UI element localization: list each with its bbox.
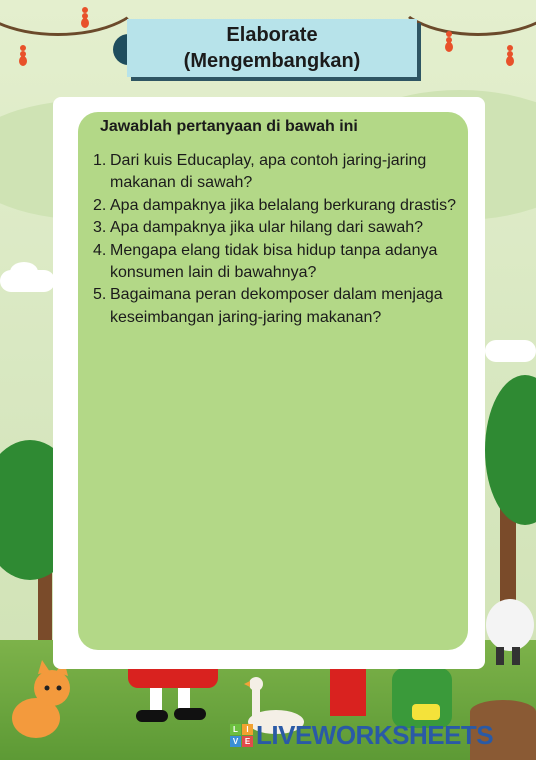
ant-icon	[503, 44, 517, 66]
question-text: Apa dampaknya jika belalang berkurang drastis?	[110, 196, 456, 214]
cloud	[10, 262, 38, 282]
logo-letter: I	[242, 724, 253, 735]
question-number: 3.	[93, 219, 107, 237]
question-number: 2.	[93, 196, 107, 214]
question-item	[93, 284, 461, 329]
ant-icon	[442, 30, 456, 52]
page-subtitle: (Mengembangkan)	[183, 50, 361, 72]
title-box	[127, 19, 417, 77]
page-title: Elaborate	[226, 24, 318, 46]
child-trousers	[330, 668, 366, 716]
backpack-pocket	[412, 704, 440, 720]
question-number: 1.	[93, 152, 107, 169]
ant-icon	[78, 6, 92, 28]
question-item	[93, 195, 461, 217]
instruction-heading: Jawablah pertanyaan di bawah ini	[100, 118, 358, 135]
ant-icon	[16, 44, 30, 66]
question-list	[93, 150, 461, 329]
cloud	[485, 340, 536, 362]
brand-name: LIVEWORKSHEETS	[256, 719, 494, 750]
question-item	[93, 240, 461, 285]
question-item	[93, 217, 461, 239]
liveworksheets-logo[interactable]	[230, 720, 493, 750]
question-number: 5.	[93, 286, 107, 304]
child-shoe	[174, 708, 206, 720]
child-shoe	[136, 710, 168, 722]
question-item	[93, 150, 461, 195]
question-text: Dari kuis Educaplay, apa contoh jaring-jaring makanan di sawah?	[110, 152, 427, 192]
logo-icon	[230, 724, 253, 747]
logo-letter: E	[242, 736, 253, 747]
question-text: Bagaimana peran dekomposer dalam menjaga keseimbangan jaring-jaring makanan?	[110, 286, 443, 326]
question-number: 4.	[93, 241, 107, 259]
sheep-illustration	[482, 585, 536, 670]
logo-letter: V	[230, 736, 241, 747]
cat-illustration	[6, 660, 74, 740]
question-text: Apa dampaknya jika ular hilang dari sawah?	[110, 219, 424, 237]
child-skirt	[128, 668, 218, 688]
logo-letter: L	[230, 724, 241, 735]
question-text: Mengapa elang tidak bisa hidup tanpa adanya konsumen lain di bawahnya?	[110, 241, 438, 282]
